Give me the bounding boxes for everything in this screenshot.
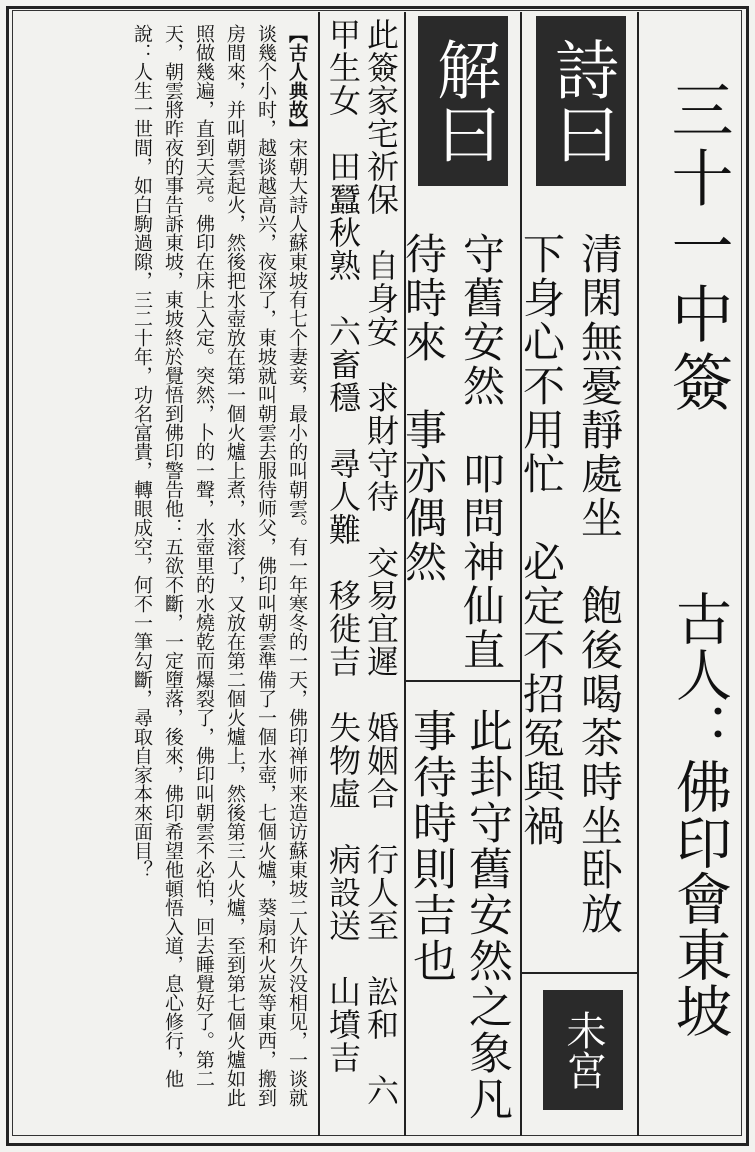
category-line: 此簽家宅祈保 自身安 求財守待 交易宜遲 婚姻合 行人至 訟和 六甲 [324, 18, 400, 1107]
story-line: 如此照做幾遍，直到天亮。佛印在床上入定。突然，卜的一聲，水壺里的水燒乾而爆裂了，佛印叫 [193, 24, 246, 1107]
divider-story [318, 12, 320, 1136]
story-line: 朝雲不必怕，回去睡覺好了。第二天，朝雲將昨夜的事告訴東坡，東坡終於覺悟到佛印警告他：五 [162, 24, 215, 1088]
interp-label: 解曰 [418, 16, 508, 186]
divider-title [637, 12, 639, 1136]
story-line: 来造访蘇東坡二人许久没相见，一谈就谈幾个小时，越谈越高兴，夜深了，東坡就叫朝雲去服待师 [255, 24, 308, 1107]
interp-text [399, 232, 510, 672]
story-line: 欲不斷，一定墮落，後來，佛印希望他頓悟入道，息心修行，他說：人生一世間，如白駒過隙，三 [131, 24, 184, 1088]
poem-text [517, 232, 628, 972]
divider-note [404, 680, 520, 682]
divider-palace [520, 972, 637, 974]
poem-line: 放下身心不用忙 必定不招冤與禍 [517, 232, 624, 936]
interp-line: 守舊安然 叩問神仙 [457, 232, 506, 628]
interp-line: 直待時來 事亦偶然 [399, 232, 506, 672]
category-text [322, 18, 400, 1128]
story-line: 二十年，功名富貴，轉眼成空，何不一筆勾斷，尋取自家本來面目？ [131, 309, 153, 879]
poem-label: 詩曰 [536, 16, 626, 186]
note-line: 此卦守舊安然之象 [461, 708, 512, 1076]
palace-badge: 未宮 [543, 990, 623, 1110]
figure-subtitle: 古人：佛印會東坡 [667, 590, 732, 1038]
page-title: 三十一中簽 [661, 78, 734, 418]
category-line: 生女 田蠶秋熟 六畜穩 尋人難 移徙吉 失物虛 病設送 山墳吉 [324, 51, 362, 1074]
story-line: 宋朝大詩人蘇東坡有七个妻妾，最小的叫朝雲。有一年寒冬的一天，佛印禅师 [286, 138, 308, 784]
story-text [22, 24, 312, 1124]
story-heading: 【古人典故】 [286, 24, 308, 138]
story-line: 然後把水壺放在第一個火爐上煮，水滚了，又放在第二個火爐上，然後第三人火爐，至到第七個火爐 [224, 233, 246, 1069]
poem-line: 清閑無憂靜處坐 飽後喝茶時坐卧 [575, 232, 624, 892]
note-line: 凡事待時則吉也 [405, 708, 512, 1122]
story-line: 父，佛印叫朝雲準備了一個水壺，七個火爐，葵扇和火炭等東西，搬到房間來，并叫朝雲起火， [224, 24, 277, 1107]
note-text [405, 708, 514, 1128]
